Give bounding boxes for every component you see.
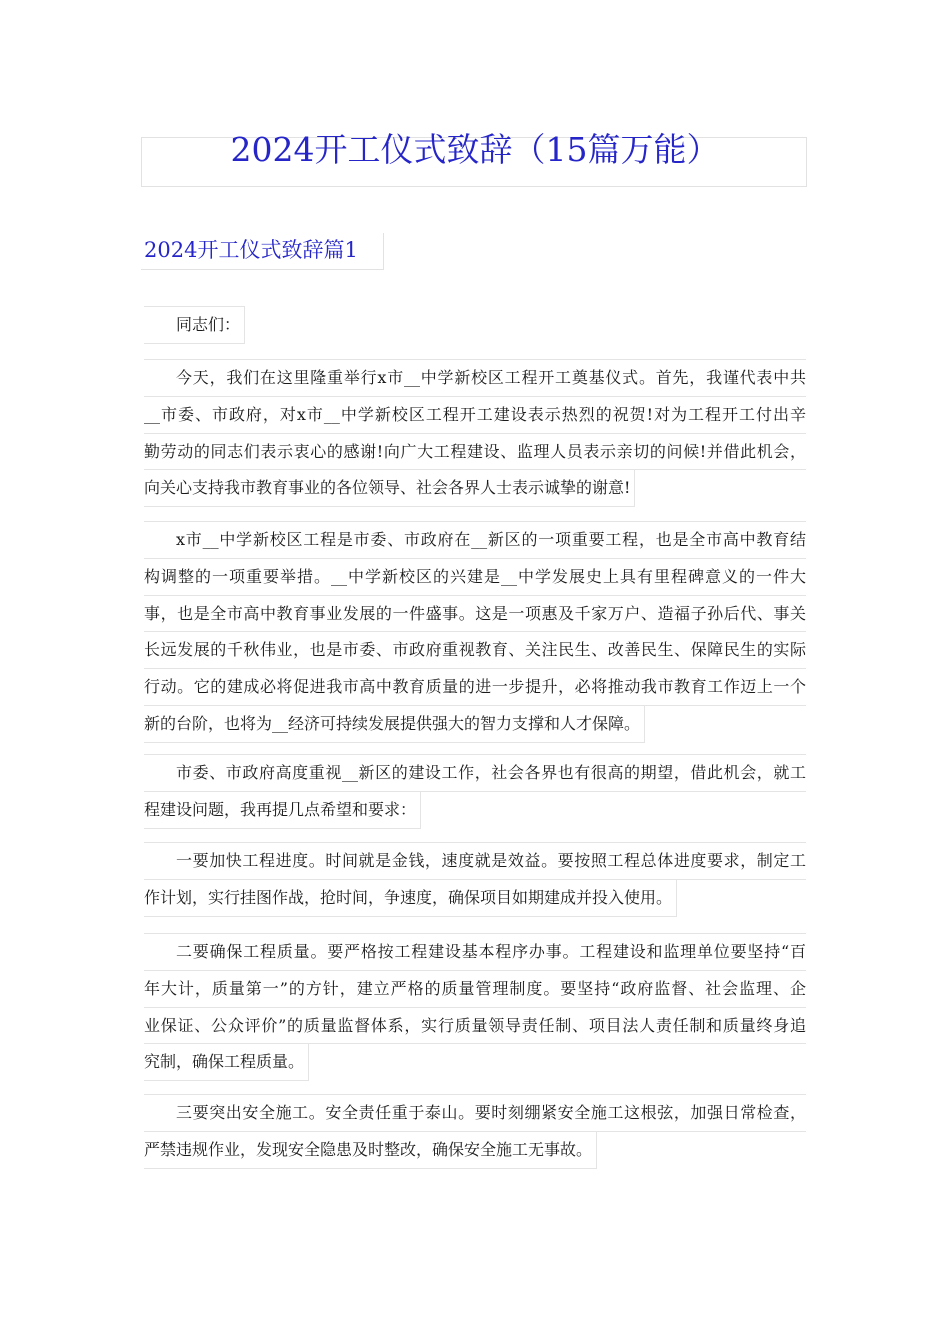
paragraph-line: 作计划，实行挂图作战，抢时间，争速度，确保项目如期建成并投入使用。 (144, 880, 677, 917)
paragraph-line: 今天，我们在这里隆重举行x市__中学新校区工程开工奠基仪式。首先，我谨代表中共 (144, 359, 806, 397)
paragraph (144, 306, 806, 344)
paragraph-line: 事，也是全市高中教育事业发展的一件盛事。这是一项惠及千家万户、造福子孙后代、事关 (144, 596, 806, 633)
paragraph-line: 构调整的一项重要举措。__中学新校区的兴建是__中学发展史上具有里程碑意义的一件大 (144, 559, 806, 596)
paragraph-line: 行动。它的建成必将促进我市高中教育质量的进一步提升，必将推动我市教育工作迈上一个 (144, 669, 806, 706)
paragraph-line: x市__中学新校区工程是市委、市政府在__新区的一项重要工程，也是全市高中教育结 (144, 521, 806, 559)
paragraph-line: 长远发展的千秋伟业，也是市委、市政府重视教育、关注民生、改善民生、保障民生的实际 (144, 632, 806, 669)
paragraph-line: 程建设问题，我再提几点希望和要求： (144, 792, 421, 829)
paragraph (144, 754, 806, 829)
paragraph (144, 359, 806, 507)
paragraph-line: 新的台阶，也将为__经济可持续发展提供强大的智力支撑和人才保障。 (144, 706, 645, 743)
paragraph-line: 三要突出安全施工。安全责任重于泰山。要时刻绷紧安全施工这根弦，加强日常检查， (144, 1094, 806, 1132)
paragraph-line: 二要确保工程质量。要严格按工程建设基本程序办事。工程建设和监理单位要坚持“百 (144, 933, 806, 971)
paragraph (144, 1094, 806, 1169)
paragraph-line: 究制，确保工程质量。 (144, 1044, 309, 1081)
paragraph (144, 521, 806, 743)
paragraph-line: 业保证、公众评价”的质量监督体系，实行质量领导责任制、项目法人责任制和质量终身追 (144, 1008, 806, 1045)
section-heading: 2024开工仪式致辞篇1 (144, 238, 358, 262)
paragraph (144, 842, 806, 917)
paragraph-line: __市委、市政府，对x市__中学新校区工程开工建设表示热烈的祝贺!对为工程开工付出辛 (144, 397, 806, 434)
document-title: 2024开工仪式致辞（15篇万能） (230, 130, 720, 169)
paragraph-line: 严禁违规作业，发现安全隐患及时整改，确保安全施工无事故。 (144, 1132, 597, 1169)
paragraph (144, 933, 806, 1081)
paragraph-line: 年大计，质量第一”的方针，建立严格的质量管理制度。要坚持“政府监督、社会监理、企 (144, 971, 806, 1008)
paragraph-line: 向关心支持我市教育事业的各位领导、社会各界人士表示诚挚的谢意! (144, 470, 635, 507)
paragraph-line: 市委、市政府高度重视__新区的建设工作，社会各界也有很高的期望，借此机会，就工 (144, 754, 806, 792)
paragraph-line: 一要加快工程进度。时间就是金钱，速度就是效益。要按照工程总体进度要求，制定工 (144, 842, 806, 880)
paragraph-line: 同志们： (144, 306, 245, 344)
paragraph-line: 勤劳动的同志们表示衷心的感谢!向广大工程建设、监理人员表示亲切的问候!并借此机会， (144, 434, 806, 471)
